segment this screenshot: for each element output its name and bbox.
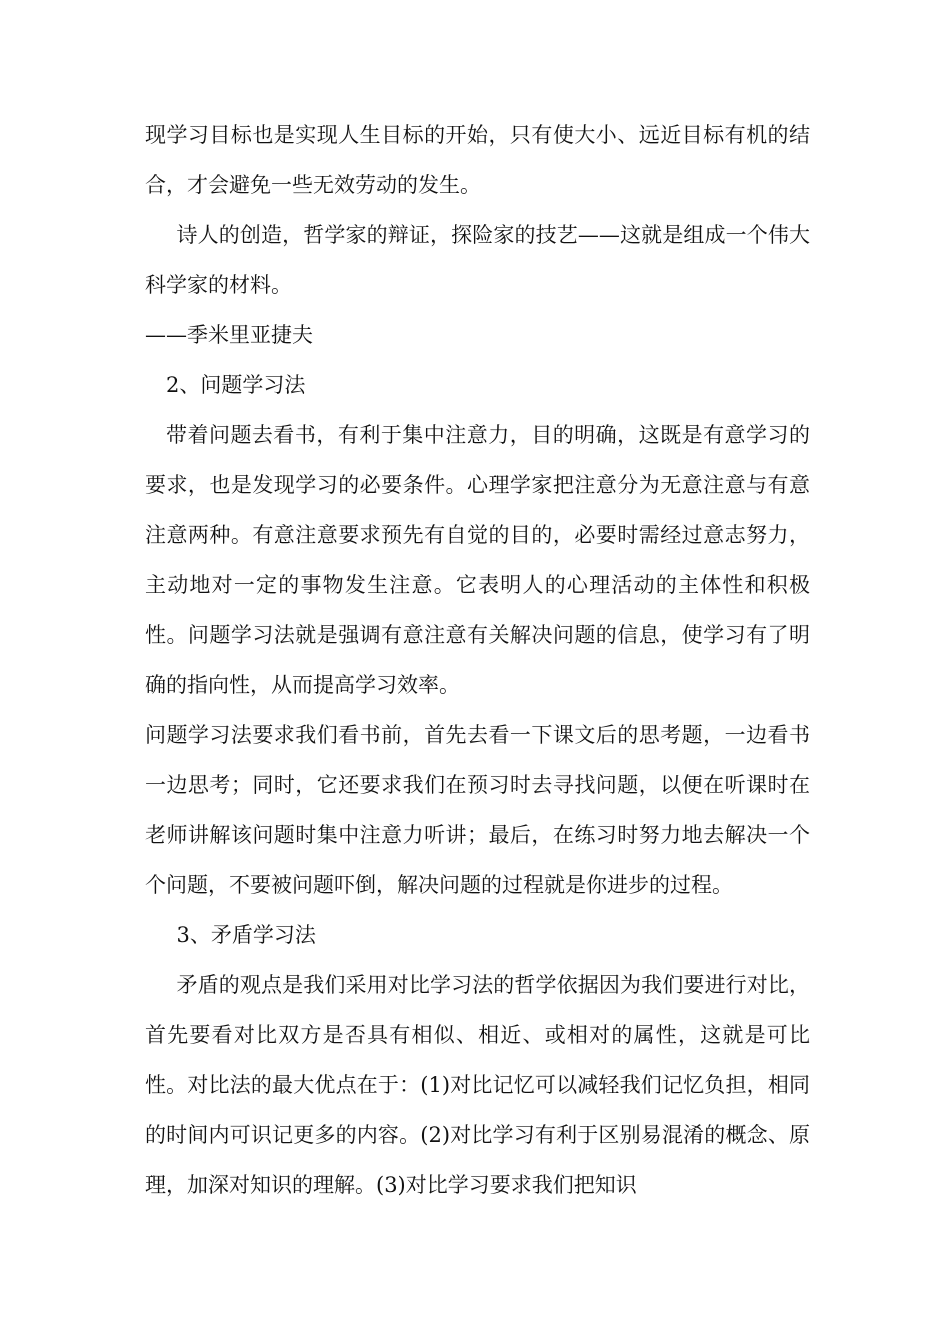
paragraph-goal-continuation: 现学习目标也是实现人生目标的开始，只有使大小、远近目标有机的结合，才会避免一些无效劳动的发生。 [145,123,810,197]
paragraph-contradiction-method: 矛盾的观点是我们采用对比学习法的哲学依据因为我们要进行对比，首先要看对比双方是否具有相似、相近、或相对的属性，这就是可比性。对比法的最大优点在于：(1)对比记忆可以减轻我们记忆负担，相同的时间内可识记更多的内容。(2)对比学习有利于区别易混淆的概念、原理，加深对知识的理解。(3)对比学习要求我们把知识 [145,973,810,1197]
document-body [145,110,810,1210]
section-heading-contradiction-method: 3、矛盾学习法 [176,923,316,947]
paragraph-question-method-steps: 问题学习法要求我们看书前，首先去看一下课文后的思考题，一边看书一边思考；同时，它还要求我们在预习时去寻找问题，以便在听课时在老师讲解该问题时集中注意力听讲；最后，在练习时努力地去解决一个个问题，不要被问题吓倒，解决问题的过程就是你进步的过程。 [145,723,810,897]
paragraph-quote: 诗人的创造，哲学家的辩证，探险家的技艺——这就是组成一个伟大科学家的材料。 [145,223,810,297]
quote-attribution: ——季米里亚捷夫 [145,323,313,347]
section-heading-question-method: 2、问题学习法 [166,373,306,397]
paragraph-question-method-intro: 带着问题去看书，有利于集中注意力，目的明确，这既是有意学习的要求，也是发现学习的必要条件。心理学家把注意分为无意注意与有意注意两种。有意注意要求预先有自觉的目的，必要时需经过意志努力，主动地对一定的事物发生注意。它表明人的心理活动的主体性和积极性。问题学习法就是强调有意注意有关解决问题的信息，使学习有了明确的指向性，从而提高学习效率。 [145,423,810,697]
